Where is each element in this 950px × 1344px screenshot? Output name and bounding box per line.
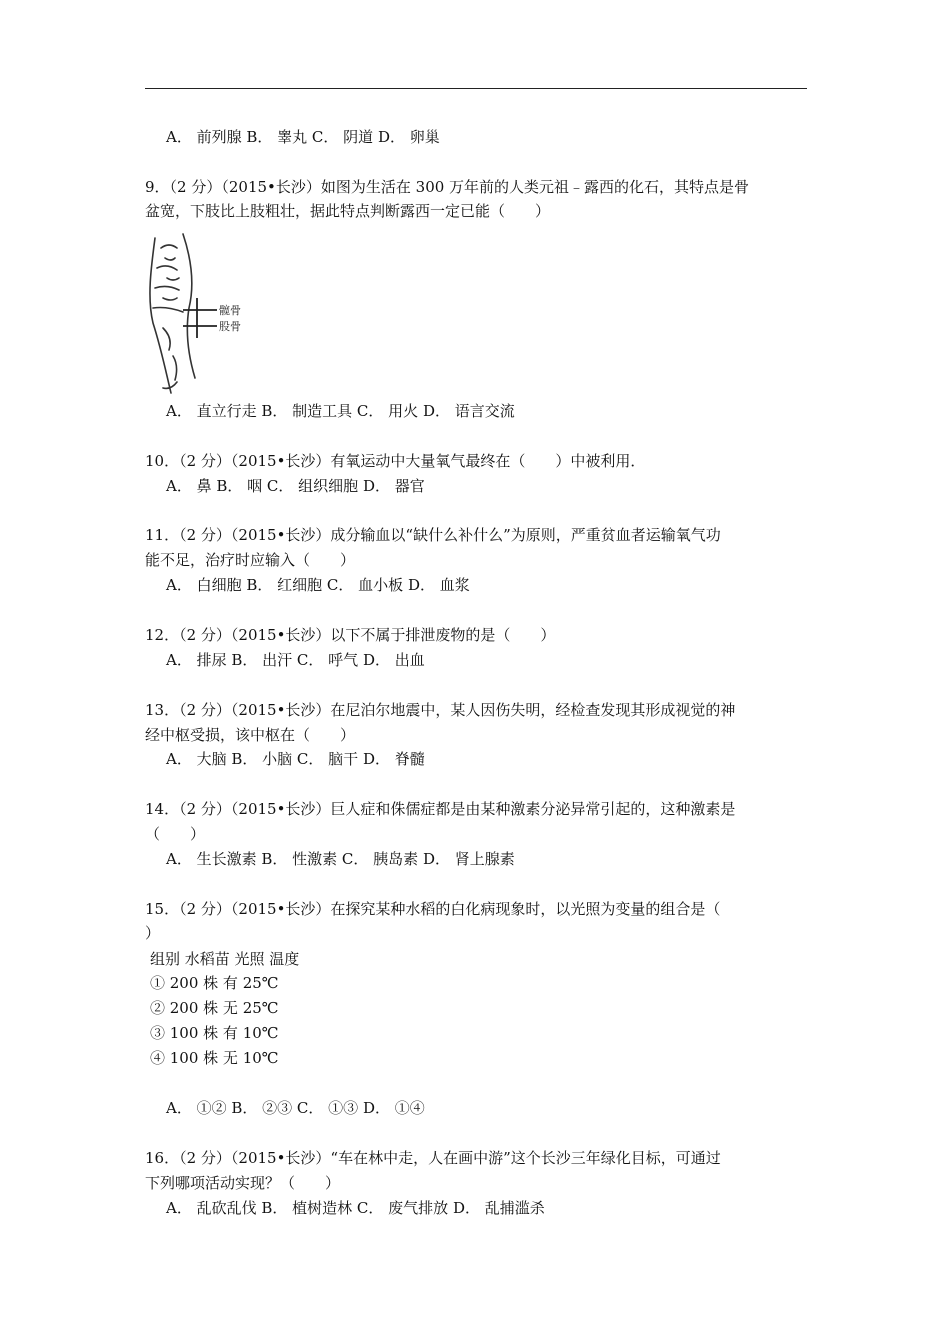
q11-stem-line2: 能不足，治疗时应输入（ ） <box>145 551 356 569</box>
figure-label-femur: 股骨 <box>219 320 241 333</box>
q16-stem-line2: 下列哪项活动实现？（ ） <box>145 1174 341 1192</box>
q15-table-row: ② 200 株 无 25℃ <box>150 999 279 1017</box>
q12-stem-line1: 12．（2 分）（2015•长沙）以下不属于排泄废物的是（ ） <box>145 626 556 644</box>
q16-options: A． 乱砍乱伐 B． 植树造林 C． 废气排放 D． 乱捕滥杀 <box>166 1199 545 1217</box>
lucy-fossil-figure <box>143 228 253 400</box>
q13-options: A． 大脑 B． 小脑 C． 脑干 D． 脊髓 <box>166 750 425 768</box>
q8-options: A． 前列腺 B． 睾丸 C． 阴道 D． 卵巢 <box>166 128 440 146</box>
q14-stem-line1: 14．（2 分）（2015•长沙）巨人症和侏儒症都是由某种激素分泌异常引起的，这种激素是 <box>145 800 736 818</box>
q15-options: A． ①② B． ②③ C． ①③ D． ①④ <box>166 1099 425 1117</box>
header-rule <box>145 88 807 89</box>
q9-stem-line1: 9．（2 分）（2015•长沙）如图为生活在 300 万年前的人类元祖﹣露西的化石，其特点是骨 <box>145 178 750 196</box>
q14-stem-line2: （ ） <box>145 825 206 843</box>
q9-options: A． 直立行走 B． 制造工具 C． 用火 D． 语言交流 <box>166 402 515 420</box>
q15-stem-line2: ） <box>145 924 161 942</box>
q13-stem-line1: 13．（2 分）（2015•长沙）在尼泊尔地震中，某人因伤失明，经检查发现其形成视觉的神 <box>145 701 736 719</box>
q11-stem-line1: 11．（2 分）（2015•长沙）成分输血以“缺什么补什么”为原则，严重贫血者运输氧气功 <box>145 526 721 544</box>
q13-stem-line2: 经中枢受损，该中枢在（ ） <box>145 726 356 744</box>
figure-label-hip: 髋骨 <box>219 304 241 317</box>
q9-stem-line2: 盆宽，下肢比上肢粗壮，据此特点判断露西一定已能（ ） <box>145 202 551 220</box>
q15-stem-line1: 15．（2 分）（2015•长沙）在探究某种水稻的白化病现象时，以光照为变量的组合是（ <box>145 900 721 918</box>
q15-table-row: ① 200 株 有 25℃ <box>150 974 279 992</box>
q15-table-header: 组别 水稻苗 光照 温度 <box>150 950 300 968</box>
q10-stem-line1: 10．（2 分）（2015•长沙）有氧运动中大量氧气最终在（ ）中被利用． <box>145 452 646 470</box>
q15-table-row: ③ 100 株 有 10℃ <box>150 1024 279 1042</box>
q14-options: A． 生长激素 B． 性激素 C． 胰岛素 D． 肾上腺素 <box>166 850 515 868</box>
q12-options: A． 排尿 B． 出汗 C． 呼气 D． 出血 <box>166 651 425 669</box>
q10-options: A． 鼻 B． 咽 C． 组织细胞 D． 器官 <box>166 477 425 495</box>
q15-table-row: ④ 100 株 无 10℃ <box>150 1049 279 1067</box>
q16-stem-line1: 16．（2 分）（2015•长沙）“车在林中走，人在画中游”这个长沙三年绿化目标，可通过 <box>145 1149 721 1167</box>
q11-options: A． 白细胞 B． 红细胞 C． 血小板 D． 血浆 <box>166 576 470 594</box>
